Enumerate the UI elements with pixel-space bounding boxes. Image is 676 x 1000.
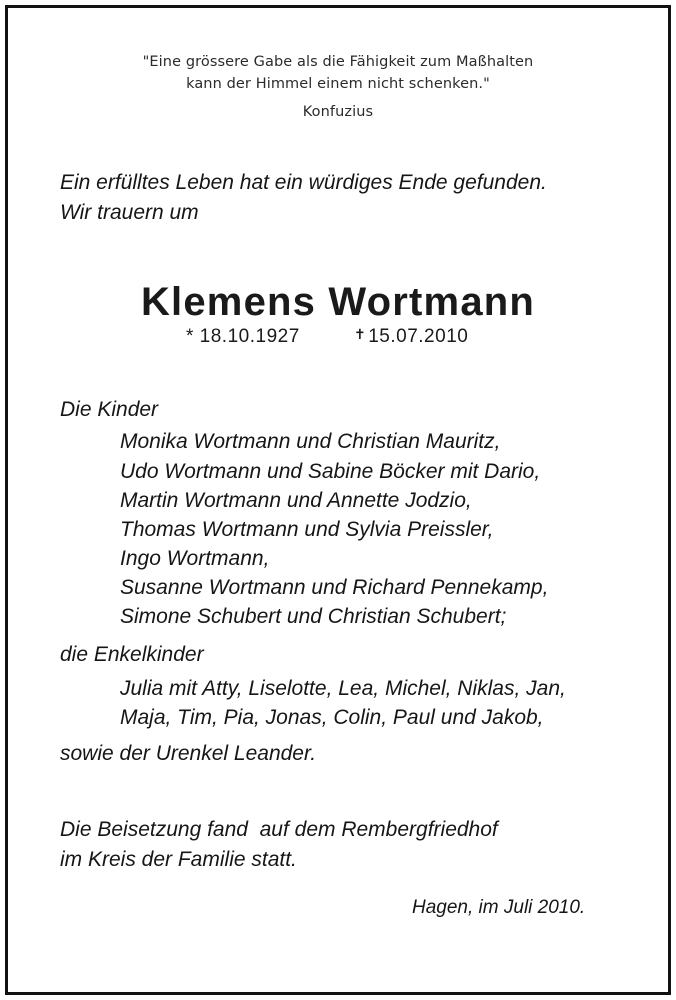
- death-date: 15.07.2010: [368, 326, 469, 347]
- child-entry: Simone Schubert und Christian Schubert;: [120, 605, 507, 628]
- grandchildren-heading: die Enkelkinder: [60, 643, 204, 666]
- child-entry: Susanne Wortmann und Richard Pennekamp,: [120, 576, 549, 599]
- child-entry: Ingo Wortmann,: [120, 547, 270, 570]
- great-grandchild-line: sowie der Urenkel Leander.: [60, 742, 317, 765]
- children-heading: Die Kinder: [60, 398, 159, 421]
- birth-date: * 18.10.1927: [186, 326, 300, 347]
- place-date: Hagen, im Juli 2010.: [412, 897, 586, 918]
- deceased-name: Klemens Wortmann: [140, 280, 536, 324]
- child-entry: Udo Wortmann und Sabine Böcker mit Dario,: [120, 460, 541, 483]
- quote-line-2: kann der Himmel einem nicht schenken.": [186, 76, 490, 92]
- death-date-group: [354, 326, 468, 348]
- child-entry: Monika Wortmann und Christian Mauritz,: [120, 430, 501, 453]
- quote-author: Konfuzius: [302, 104, 374, 120]
- intro-line-2: Wir trauern um: [60, 201, 199, 224]
- intro-line-1: Ein erfülltes Leben hat ein würdiges Ende gefunden.: [60, 171, 547, 194]
- burial-line-1: Die Beisetzung fand auf dem Rembergfriedhof: [60, 818, 498, 841]
- child-entry: Thomas Wortmann und Sylvia Preissler,: [120, 518, 494, 541]
- death-cross-icon: ✝: [354, 326, 367, 342]
- grandchildren-line: Julia mit Atty, Liselotte, Lea, Michel, Niklas, Jan,: [120, 677, 566, 700]
- child-entry: Martin Wortmann und Annette Jodzio,: [120, 489, 472, 512]
- burial-line-2: im Kreis der Familie statt.: [60, 848, 297, 871]
- grandchildren-line: Maja, Tim, Pia, Jonas, Colin, Paul und Jakob,: [120, 706, 544, 729]
- quote-line-1: "Eine grössere Gabe als die Fähigkeit zum Maßhalten: [142, 54, 534, 70]
